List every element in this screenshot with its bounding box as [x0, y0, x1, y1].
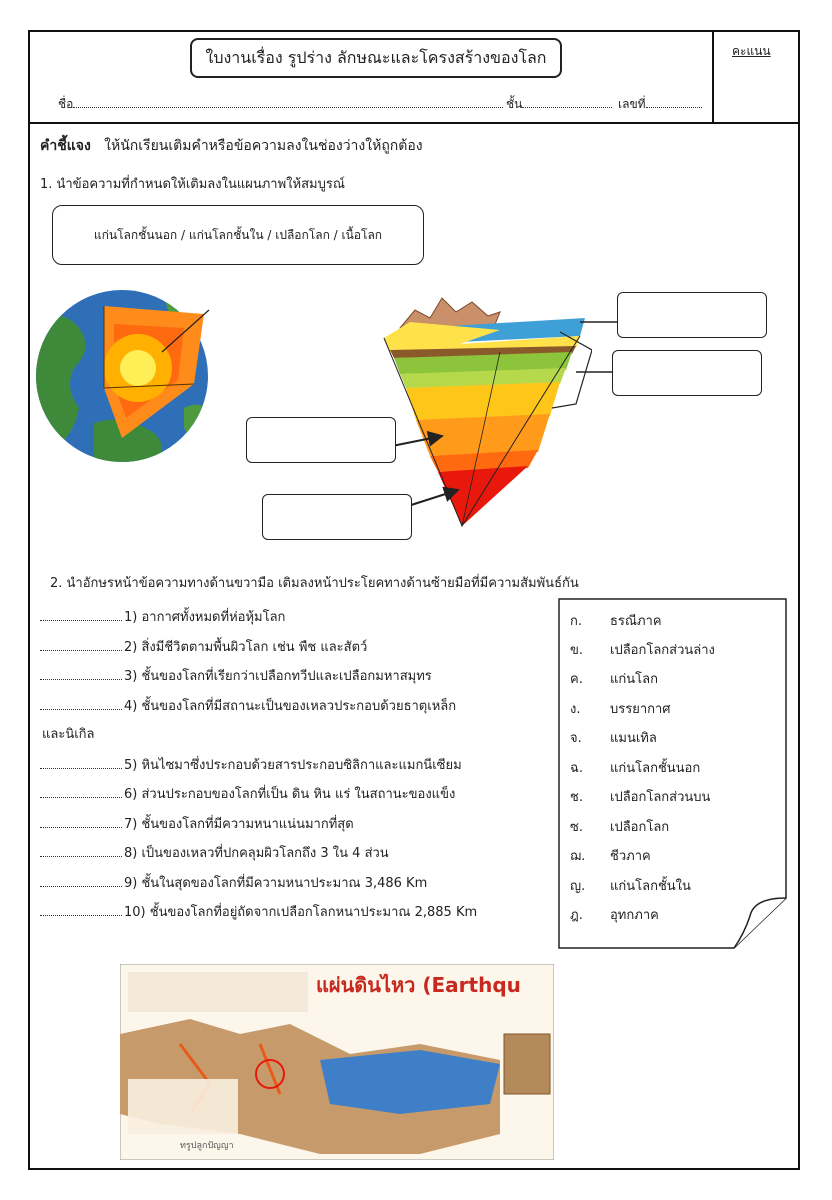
- answer-blank[interactable]: [40, 693, 122, 710]
- choice-letter: ง.: [570, 702, 581, 717]
- earthquake-poster-image: [120, 964, 554, 1160]
- item-text: 6) ส่วนประกอบของโลกที่เป็น ดิน หิน แร่ ในสถานะของแข็ง: [124, 787, 456, 802]
- choice-item: [570, 610, 662, 631]
- choice-text: เปลือกโลกส่วนล่าง: [610, 643, 715, 658]
- number-label: เลขที่: [618, 97, 646, 111]
- matching-item: [40, 811, 555, 841]
- item-text: 4) ชั้นของโลกที่มีสถานะเป็นของเหลวประกอบด้วยธาตุเหล็ก: [124, 698, 457, 714]
- item-text: และนิเกิล: [42, 727, 95, 742]
- choice-item: [570, 875, 691, 896]
- matching-item: [40, 604, 555, 634]
- question-1-prompt: 1. นำข้อความที่กำหนดให้เติมลงในแผนภาพให้สมบูรณ์: [40, 177, 345, 192]
- choice-item: [570, 727, 657, 748]
- choice-text: ชีวภาค: [610, 849, 651, 864]
- item-text: 9) ชั้นในสุดของโลกที่มีความหนาประมาณ 3,486 Km: [124, 875, 428, 891]
- choice-letter: ข.: [570, 643, 584, 658]
- choice-item: [570, 904, 659, 925]
- choice-letter: ฎ.: [570, 908, 583, 923]
- choice-item: [570, 698, 671, 719]
- matching-item: [40, 663, 555, 693]
- choice-item: [570, 786, 710, 807]
- item-text: 2) สิ่งมีชีวิตตามพื้นผิวโลก เช่น พืช และสัตว์: [124, 639, 368, 655]
- choice-letter: ค.: [570, 672, 583, 687]
- worksheet-title: ใบงานเรื่อง รูปร่าง ลักษณะและโครงสร้างของโลก: [190, 38, 562, 78]
- arrow-to-core: [408, 490, 458, 506]
- matching-item: [40, 899, 555, 929]
- choice-item: [570, 757, 700, 778]
- answer-blank[interactable]: [40, 781, 122, 798]
- poster-ocean-block: [320, 1050, 500, 1114]
- choice-text: ธรณีภาค: [610, 614, 662, 629]
- choice-letter: ซ.: [570, 820, 583, 835]
- answer-box-mantle[interactable]: [246, 417, 396, 463]
- choice-item: [570, 845, 651, 866]
- item-text: 8) เป็นของเหลวที่ปกคลุมผิวโลกถึง 3 ใน 4 ส่วน: [124, 846, 389, 861]
- choice-item: [570, 639, 715, 660]
- choice-text: แมนเทิล: [610, 731, 657, 746]
- item-text: 7) ชั้นของโลกที่มีความหนาแน่นมากที่สุด: [124, 816, 354, 832]
- answer-blank[interactable]: [40, 811, 122, 828]
- choice-text: อุทกภาค: [610, 908, 659, 923]
- choice-letter: ก.: [570, 614, 583, 629]
- matching-item-continued: [40, 722, 555, 752]
- instructions-text: ให้นักเรียนเติมคำหรือข้อความลงในช่องว่างให้ถูกต้อง: [104, 138, 423, 154]
- matching-item: [40, 870, 555, 900]
- choice-text: แก่นโลก: [610, 672, 658, 687]
- answer-box-crust[interactable]: [617, 292, 767, 338]
- matching-item: [40, 634, 555, 664]
- choice-text: บรรยากาศ: [610, 702, 671, 717]
- answer-blank[interactable]: [40, 604, 122, 621]
- matching-item: [40, 752, 555, 782]
- question-2-prompt: 2. นำอักษรหน้าข้อความทางด้านขวามือ เติมลงหน้าประโยคทางด้านซ้ายมือที่มีความสัมพันธ์กัน: [50, 576, 579, 591]
- poster-notes-left: [128, 972, 308, 1012]
- item-text: 1) อากาศทั้งหมดที่ห่อหุ้มโลก: [124, 610, 286, 625]
- choice-text: แก่นโลกชั้นใน: [610, 879, 691, 894]
- item-text: 5) หินไซมาซึ่งประกอบด้วยสารประกอบซิลิกาและแมกนีเซียม: [124, 757, 462, 773]
- choice-letter: จ.: [570, 731, 582, 746]
- choice-item: [570, 668, 658, 689]
- item-text: 3) ชั้นของโลกที่เรียกว่าเปลือกทวีปและเปลือกมหาสมุทร: [124, 669, 432, 684]
- answer-blank[interactable]: [40, 870, 122, 887]
- choice-item: [570, 816, 669, 837]
- matching-item: [40, 693, 555, 723]
- item-text: 10) ชั้นของโลกที่อยู่ถัดจากเปลือกโลกหนาประมาณ 2,885 Km: [124, 905, 478, 920]
- word-bank: แก่นโลกชั้นนอก / แก่นโลกชั้นใน / เปลือกโลก / เนื้อโลก: [52, 205, 424, 265]
- choice-text: แก่นโลกชั้นนอก: [610, 761, 701, 776]
- instructions-label: คำชี้แจง: [40, 138, 91, 154]
- matching-items: [40, 604, 555, 929]
- choice-letter: ช.: [570, 790, 583, 805]
- name-label: ชื่อ: [58, 97, 74, 111]
- score-label: คะแนน: [732, 44, 771, 58]
- choice-letter: ฉ.: [570, 761, 583, 776]
- answer-blank[interactable]: [40, 752, 122, 769]
- answer-blank[interactable]: [40, 663, 122, 680]
- matching-item: [40, 840, 555, 870]
- choice-letter: ญ.: [570, 879, 586, 894]
- poster-notes-bottom: [128, 1079, 238, 1134]
- poster-logo: ทรูปลูกปัญญา: [180, 1141, 234, 1151]
- choice-text: เปลือกโลกส่วนบน: [610, 790, 711, 805]
- answer-box-upper-mantle[interactable]: [612, 350, 762, 396]
- choice-text: เปลือกโลก: [610, 820, 670, 835]
- answer-box-core[interactable]: [262, 494, 412, 540]
- answer-blank[interactable]: [40, 899, 122, 916]
- poster-side-blocks: [504, 1034, 550, 1094]
- matching-item: [40, 781, 555, 811]
- choices-list: [558, 598, 786, 948]
- answer-blank[interactable]: [40, 840, 122, 857]
- choice-letter: ฌ.: [570, 849, 586, 864]
- arrow-to-mantle: [392, 436, 442, 446]
- poster-title: แผ่นดินไหว (Earthqu: [316, 973, 521, 997]
- class-label: ชั้น: [506, 97, 523, 111]
- answer-blank[interactable]: [40, 634, 122, 651]
